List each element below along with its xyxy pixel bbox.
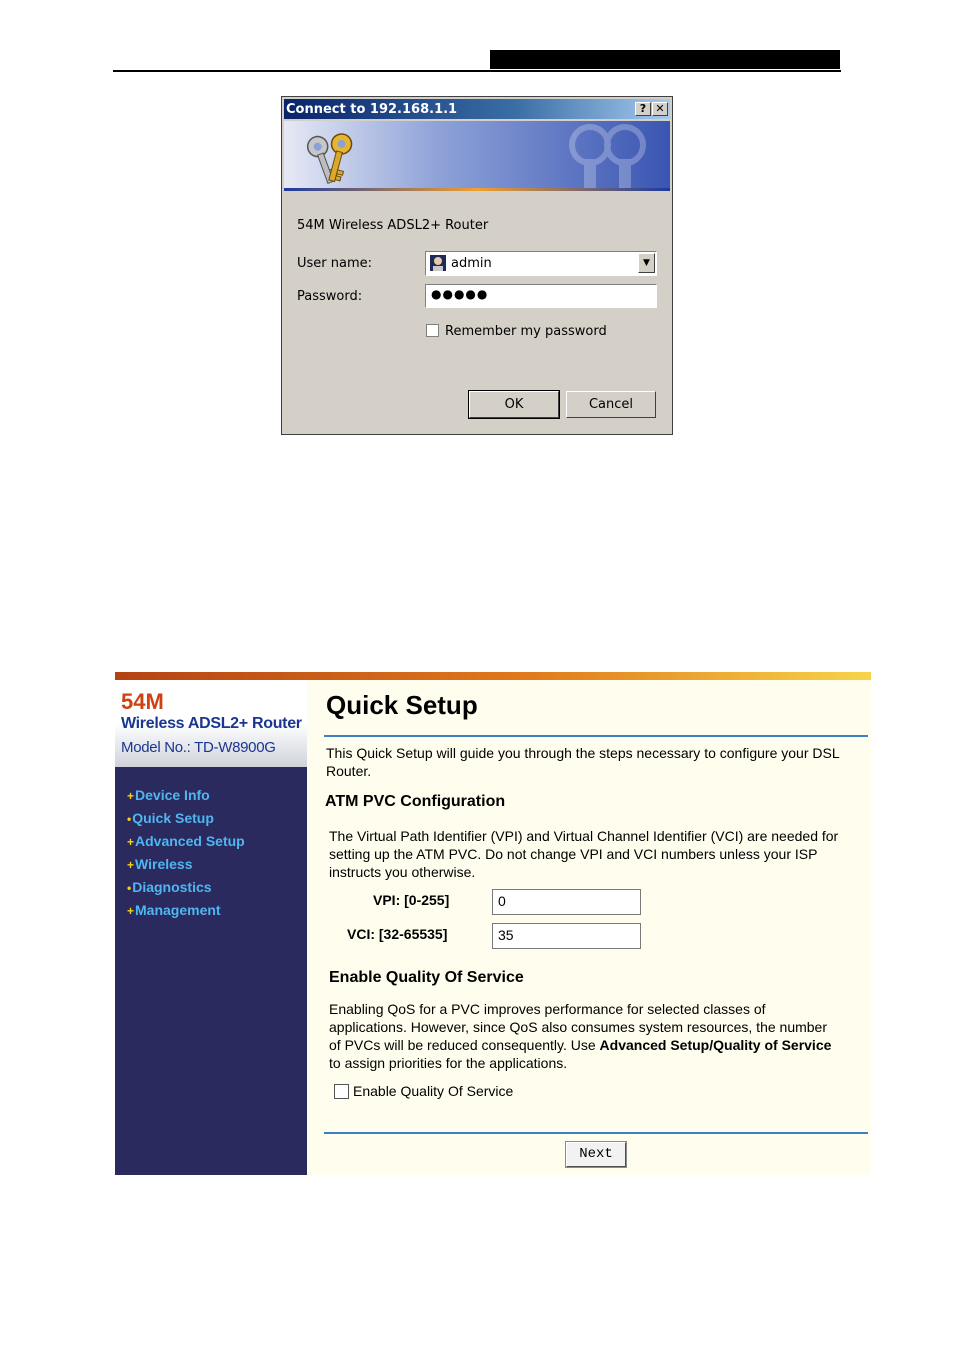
close-button[interactable]: ✕: [652, 102, 668, 116]
realm-text: 54M Wireless ADSL2+ Router: [297, 218, 489, 233]
help-button[interactable]: ?: [635, 102, 651, 116]
sidebar-item-label: Management: [135, 902, 221, 918]
dialog-banner: [284, 121, 670, 191]
brand-speed: 54M: [121, 689, 164, 714]
sidebar-nav: [115, 767, 307, 1175]
enable-qos-checkbox[interactable]: [334, 1084, 349, 1099]
bullet-icon: •: [127, 812, 132, 826]
qos-desc-line-3: [329, 1036, 831, 1054]
cancel-button[interactable]: Cancel: [566, 391, 656, 418]
vci-label: VCI: [32-65535]: [347, 926, 448, 942]
enable-qos-label[interactable]: Enable Quality Of Service: [353, 1083, 514, 1099]
vpi-input[interactable]: 0: [492, 889, 641, 915]
sidebar-item-label: Diagnostics: [132, 879, 212, 895]
atm-desc-line-2: setting up the ATM PVC. Do not change VPI and VCI numbers unless your ISP: [329, 846, 818, 862]
intro-line-1: This Quick Setup will guide you through the steps necessary to configure your DSL: [326, 745, 840, 761]
banner-strip: [284, 188, 670, 191]
sidebar-item-label: Advanced Setup: [135, 833, 245, 849]
atm-desc-line-3: instructs you otherwise.: [329, 864, 476, 880]
keys-icon: [300, 127, 360, 189]
brand-panel: [115, 680, 307, 767]
atm-heading: ATM PVC Configuration: [325, 793, 506, 810]
ok-button[interactable]: OK: [469, 391, 559, 418]
login-dialog: [281, 96, 673, 435]
qos-desc-line-4: to assign priorities for the applications.: [329, 1055, 568, 1071]
sidebar-item-management[interactable]: [127, 902, 221, 918]
plus-icon: +: [127, 858, 135, 872]
sidebar-item-label: Device Info: [135, 787, 210, 803]
username-label: User name:: [297, 256, 373, 271]
password-label: Password:: [297, 289, 363, 304]
intro-line-2: Router.: [326, 763, 372, 779]
username-combobox[interactable]: [425, 251, 657, 276]
username-value: admin: [451, 256, 492, 271]
sidebar-item-diagnostics[interactable]: [127, 879, 212, 895]
sidebar-item-quick-setup[interactable]: [127, 810, 214, 826]
brand-model-number: Model No.: TD-W8900G: [121, 739, 276, 756]
qos-desc-line-2: applications. However, since QoS also consumes system resources, the number: [329, 1019, 828, 1035]
dialog-titlebar[interactable]: [284, 99, 670, 119]
plus-icon: +: [127, 789, 135, 803]
vci-input[interactable]: 35: [492, 923, 641, 949]
password-field[interactable]: [425, 284, 657, 308]
qos-desc-text: of PVCs will be reduced consequently. Use: [329, 1037, 600, 1053]
footer-divider: [324, 1132, 868, 1134]
qos-settings-link: Advanced Setup/Quality of Service: [599, 1037, 832, 1053]
sidebar-item-label: Wireless: [135, 856, 193, 872]
dialog-title: Connect to 192.168.1.1: [286, 102, 458, 117]
vpi-label: VPI: [0-255]: [373, 892, 450, 908]
user-icon: [430, 255, 446, 271]
password-value: ●●●●●: [431, 287, 489, 301]
sidebar-item-advanced-setup[interactable]: [127, 833, 245, 849]
bullet-icon: •: [127, 881, 132, 895]
next-button[interactable]: Next: [566, 1142, 626, 1167]
chevron-down-icon[interactable]: ▼: [638, 253, 655, 273]
page-title: Quick Setup: [326, 690, 478, 720]
qos-desc-line-1: Enabling QoS for a PVC improves performance for selected classes of: [329, 1001, 766, 1017]
keys-watermark-icon: [550, 123, 660, 189]
plus-icon: +: [127, 904, 135, 918]
router-quick-setup-page: [115, 672, 871, 1175]
sidebar-item-wireless[interactable]: [127, 856, 192, 872]
remember-password-label[interactable]: Remember my password: [445, 324, 607, 339]
brand-product: Wireless ADSL2+ Router: [121, 715, 302, 732]
header-rule: [113, 70, 841, 72]
sidebar-item-device-info[interactable]: [127, 787, 210, 803]
header-bar: [490, 50, 840, 69]
top-color-bar: [115, 672, 871, 680]
qos-heading: Enable Quality Of Service: [329, 969, 524, 986]
atm-desc-line-1: The Virtual Path Identifier (VPI) and Virtual Channel Identifier (VCI) are needed for: [329, 828, 839, 844]
sidebar-item-label: Quick Setup: [132, 810, 214, 826]
plus-icon: +: [127, 835, 135, 849]
remember-password-checkbox[interactable]: [426, 324, 439, 337]
title-divider: [324, 735, 868, 737]
